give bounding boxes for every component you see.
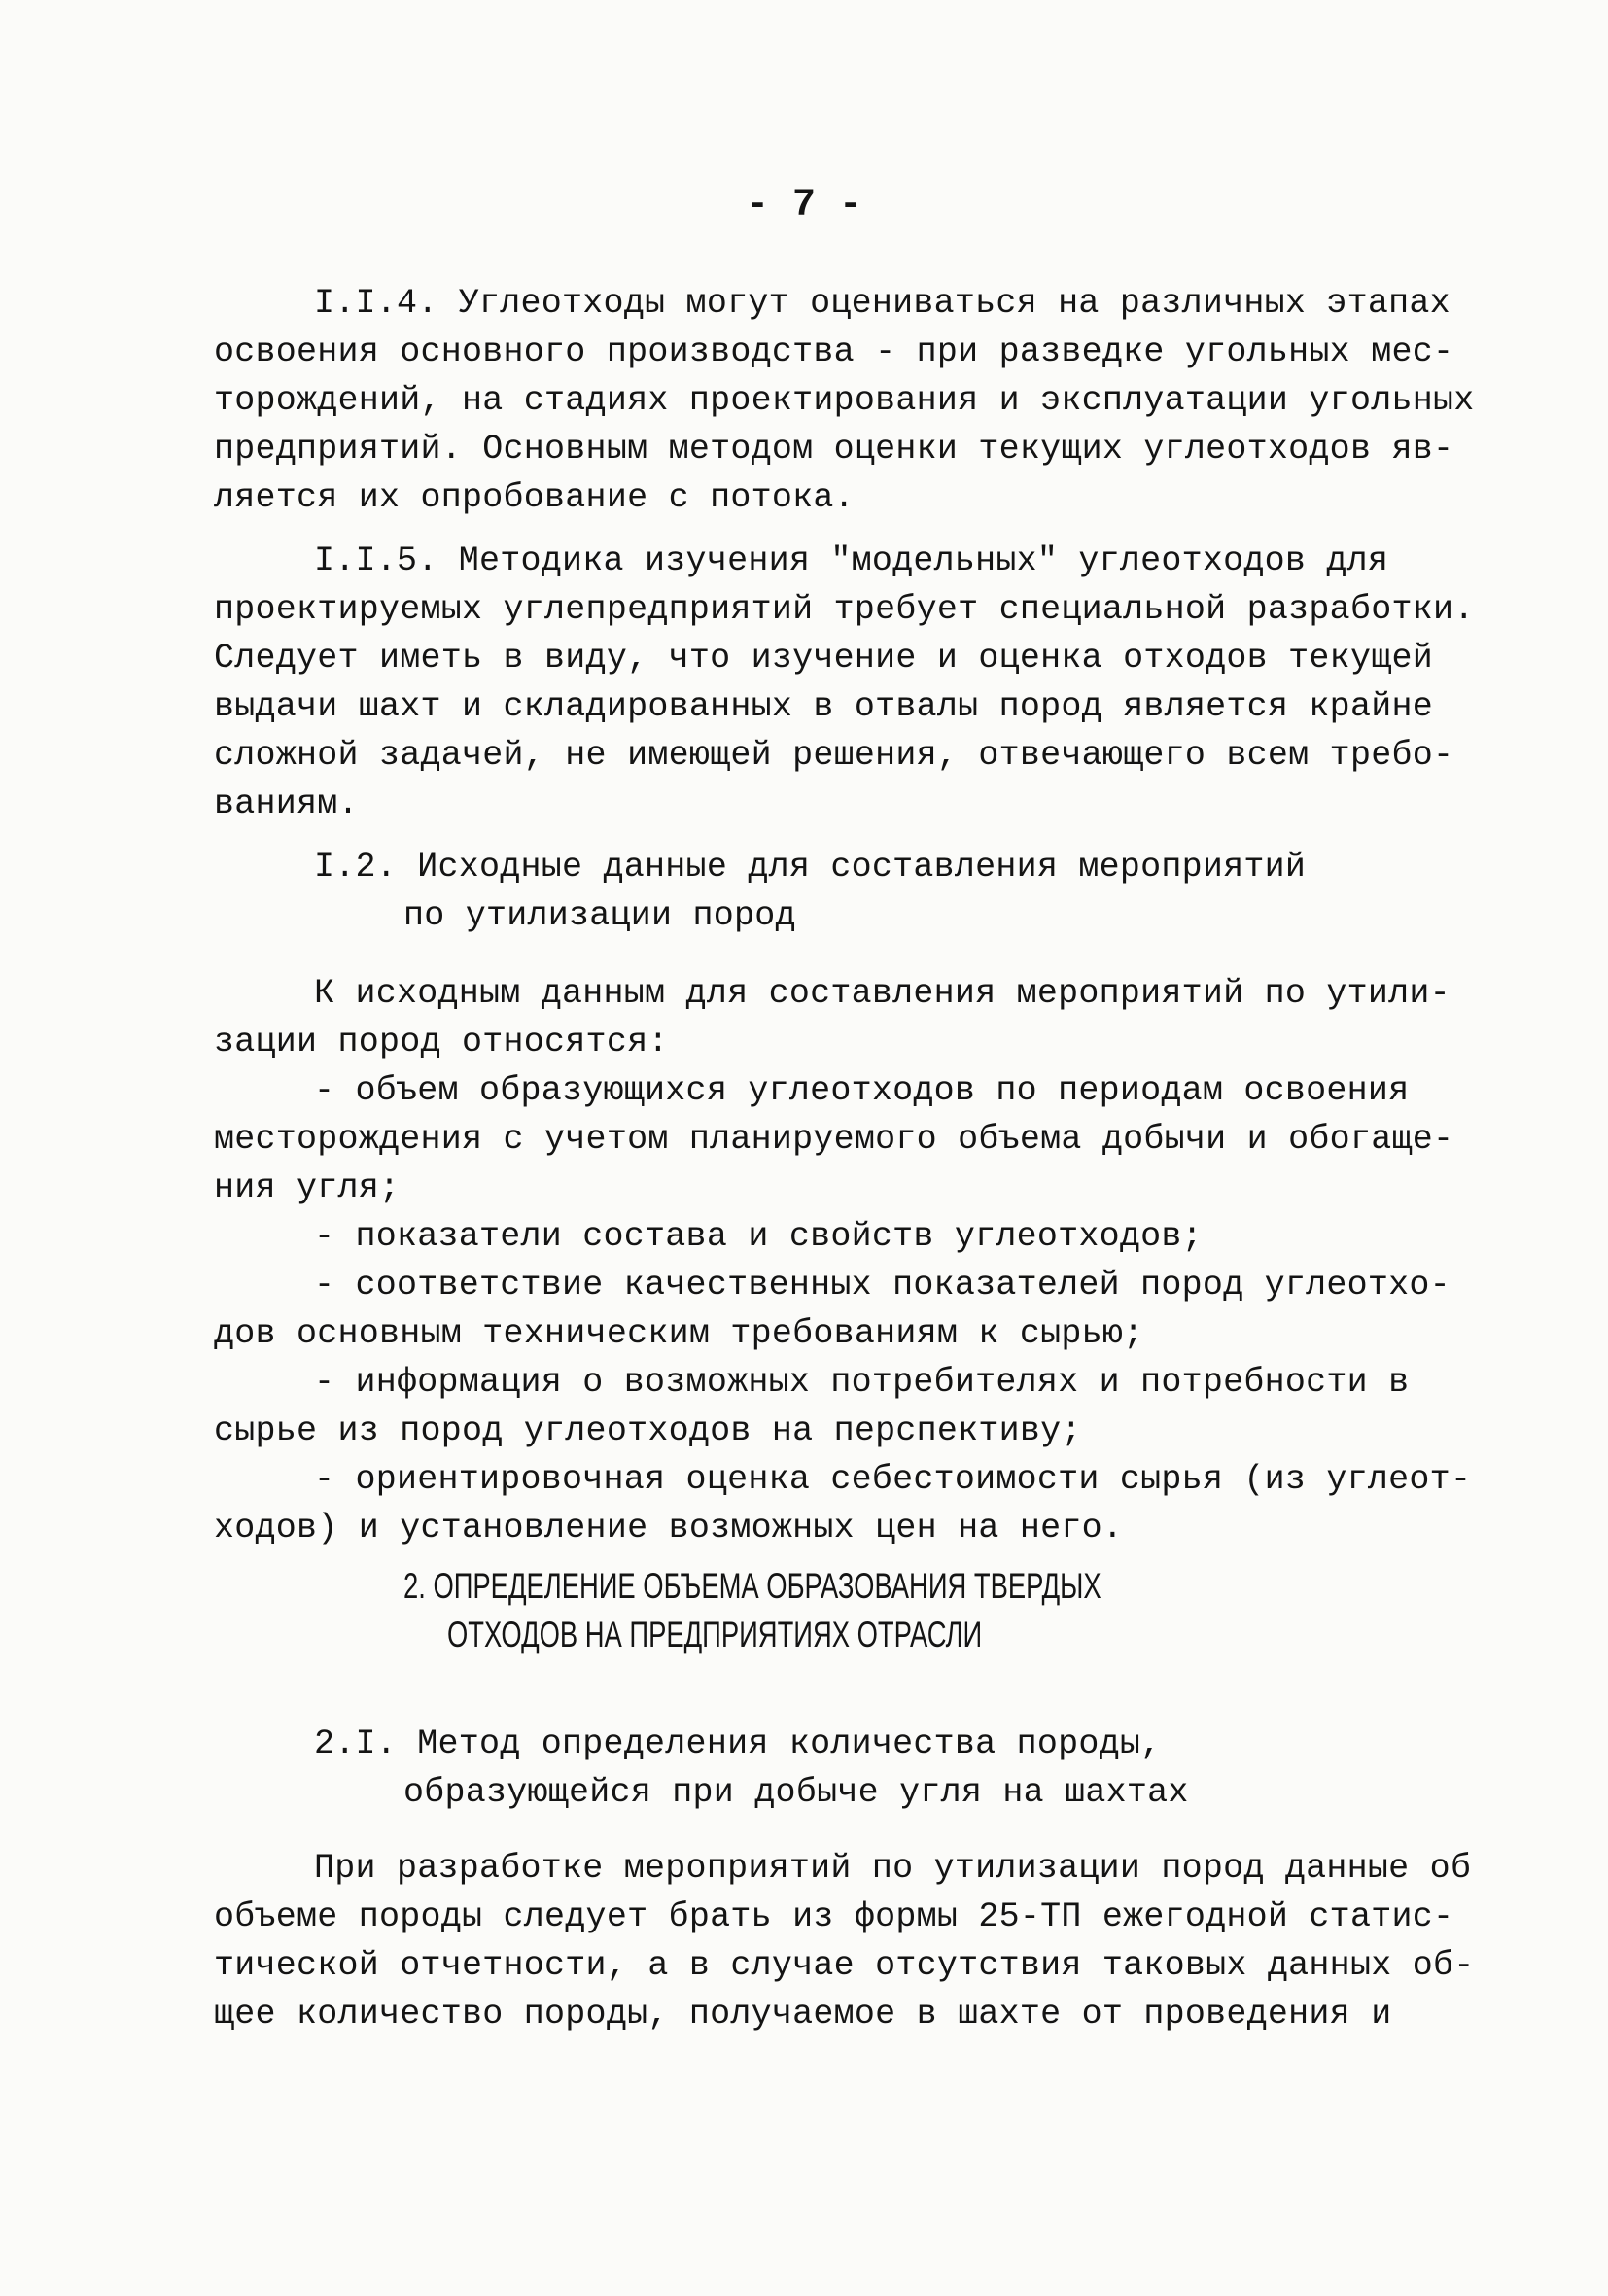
text-line: щее количество породы, получаемое в шахте от проведения и: [214, 1995, 1392, 2034]
section-title-line: ОТХОДОВ НА ПРЕДПРИЯТИЯХ ОТРАСЛИ: [447, 1615, 983, 1654]
heading-line: образующейся при добыче угля на шахтах: [403, 1773, 1189, 1812]
text-line: дов основным техническим требованиям к сырью;: [214, 1314, 1144, 1353]
text-line: ваниям.: [214, 784, 359, 823]
text-line: месторождения с учетом планируемого объема добычи и обогаще-: [214, 1120, 1454, 1159]
heading-line: по утилизации пород: [403, 896, 796, 935]
text-line: проектируемых углепредприятий требует специальной разработки.: [214, 590, 1475, 629]
text-line: ляется их опробование с потока.: [214, 478, 855, 517]
text-line: сырье из пород углеотходов на перспективу;: [214, 1411, 1082, 1450]
text-line: ходов) и установление возможных цен на него.: [214, 1509, 1124, 1548]
list-item: - объем образующихся углеотходов по периодам освоения: [314, 1071, 1410, 1110]
text-line: Следует иметь в виду, что изучение и оценка отходов текущей: [214, 639, 1433, 678]
text-line: объеме породы следует брать из формы 25-ТП ежегодной статис-: [214, 1897, 1454, 1936]
text-line: зации пород относятся:: [214, 1023, 669, 1061]
section-title-line: 2. ОПРЕДЕЛЕНИЕ ОБЪЕМА ОБРАЗОВАНИЯ ТВЕРДЫХ: [403, 1566, 1101, 1606]
heading-line: I.2. Исходные данные для составления мероприятий: [314, 848, 1307, 887]
text-line: тической отчетности, а в случае отсутствия таковых данных об-: [214, 1946, 1475, 1985]
page-number: - 7 -: [745, 184, 863, 227]
heading-line: 2.I. Метод определения количества породы,: [314, 1724, 1162, 1763]
list-item: - информация о возможных потребителях и потребности в: [314, 1363, 1410, 1402]
text-line: освоения основного производства - при разведке угольных мес-: [214, 332, 1454, 371]
text-line: К исходным данным для составления мероприятий по утили-: [314, 974, 1451, 1013]
text-line: выдачи шахт и складированных в отвалы пород является крайне: [214, 687, 1433, 726]
list-item: - ориентировочная оценка себестоимости сырья (из углеот-: [314, 1460, 1472, 1499]
list-item: - показатели состава и свойств углеотходов;: [314, 1217, 1203, 1256]
text-line: При разработке мероприятий по утилизации пород данные об: [314, 1849, 1472, 1888]
text-line: предприятий. Основным методом оценки текущих углеотходов яв-: [214, 430, 1454, 469]
list-item: - соответствие качественных показателей пород углеотхо-: [314, 1266, 1451, 1305]
text-line: ния угля;: [214, 1168, 401, 1207]
text-line: I.I.4. Углеотходы могут оцениваться на различных этапах: [314, 284, 1451, 323]
text-line: I.I.5. Методика изучения "модельных" углеотходов для: [314, 541, 1389, 580]
text-line: сложной задачей, не имеющей решения, отвечающего всем требо-: [214, 736, 1454, 775]
text-line: торождений, на стадиях проектирования и эксплуатации угольных: [214, 381, 1475, 420]
